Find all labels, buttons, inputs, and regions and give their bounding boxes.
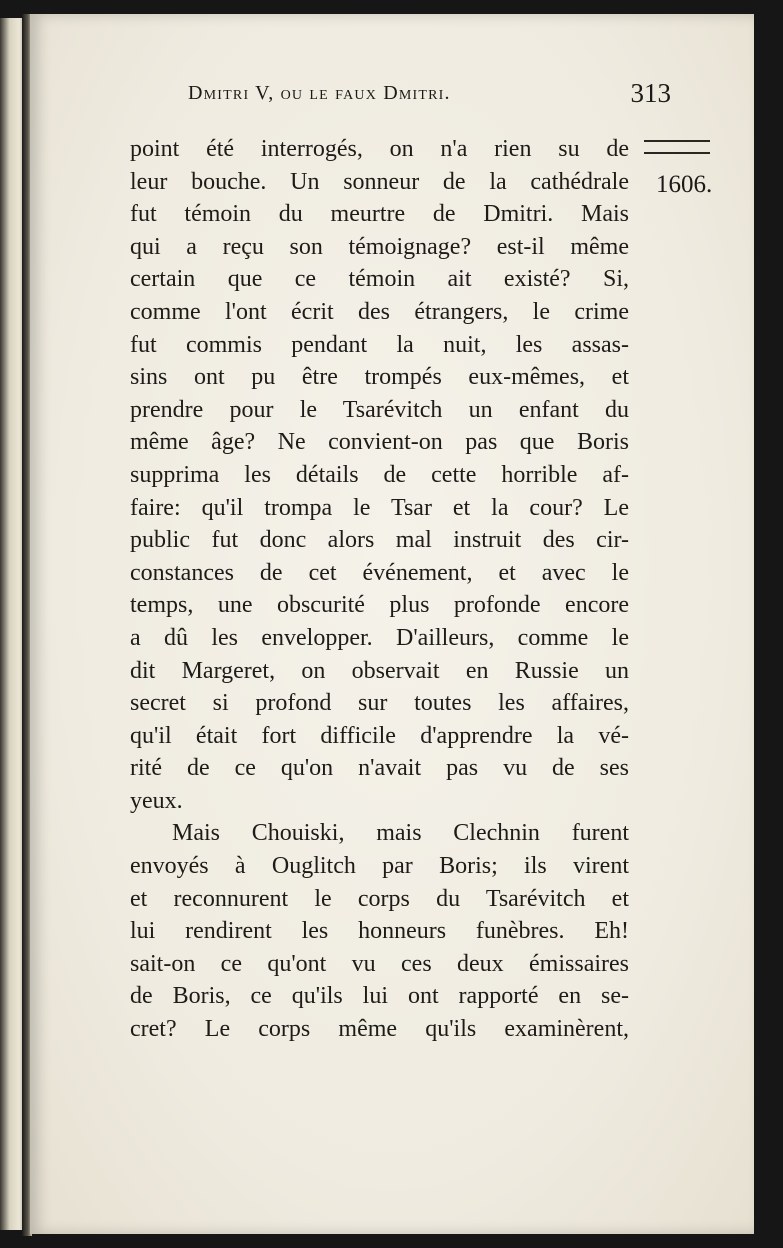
text-line: point été interrogés, on n'a rien su de: [130, 136, 629, 162]
text-line: Mais Chouiski, mais Clechnin furent: [172, 820, 629, 847]
text-line: fut témoin du meurtre de Dmitri. Mais: [130, 201, 629, 228]
text-line: secret si profond sur toutes les affaires,: [130, 690, 629, 717]
text-line: fut commis pendant la nuit, les assas-: [130, 331, 629, 358]
text-line: constances de cet événement, et avec le: [130, 559, 629, 586]
text-line: temps, une obscurité plus profonde encore: [130, 592, 629, 619]
text-line: comme l'ont écrit des étrangers, le crime: [130, 298, 629, 325]
text-line: leur bouche. Un sonneur de la cathédrale: [130, 168, 629, 195]
text-line: même âge? Ne convient-on pas que Boris: [130, 429, 629, 456]
margin-rule: [644, 140, 710, 154]
text-line: prendre pour le Tsarévitch un enfant du: [130, 396, 629, 423]
page-number: 313: [630, 78, 671, 108]
text-line: lui rendirent les honneurs funèbres. Eh!: [130, 918, 629, 945]
text-line: public fut donc alors mal instruit des cir-: [130, 527, 629, 554]
facing-page-edge: [0, 18, 24, 1230]
text-line: certain que ce témoin ait existé? Si,: [130, 266, 629, 293]
text-line: envoyés à Ouglitch par Boris; ils virent: [130, 853, 629, 880]
running-head: [188, 78, 671, 108]
body-text: [130, 133, 629, 1046]
text-line: supprima les détails de cette horrible af-: [130, 461, 629, 488]
text-line: de Boris, ce qu'ils lui ont rapporté en se-: [130, 983, 629, 1010]
margin-date: 1606.: [656, 171, 713, 198]
text-line: a dû les envelopper. D'ailleurs, comme le: [130, 624, 629, 651]
text-line: dit Margeret, on observait en Russie un: [130, 657, 629, 684]
text-line: cret? Le corps même qu'ils examinèrent,: [130, 1016, 629, 1043]
text-line: sins ont pu être trompés eux-mêmes, et: [130, 364, 629, 391]
text-line: qu'il était fort difficile d'apprendre la vé-: [130, 722, 629, 749]
text-line: et reconnurent le corps du Tsarévitch et: [130, 885, 629, 912]
text-line: faire: qu'il trompa le Tsar et la cour? Le: [130, 494, 629, 521]
text-line: qui a reçu son témoignage? est-il même: [130, 233, 629, 260]
text-line: yeux.: [130, 787, 183, 814]
text-line: rité de ce qu'on n'avait pas vu de ses: [130, 755, 629, 782]
running-title: Dmitri V, ou le faux Dmitri.: [188, 82, 451, 104]
text-line: sait-on ce qu'ont vu ces deux émissaires: [130, 950, 629, 977]
